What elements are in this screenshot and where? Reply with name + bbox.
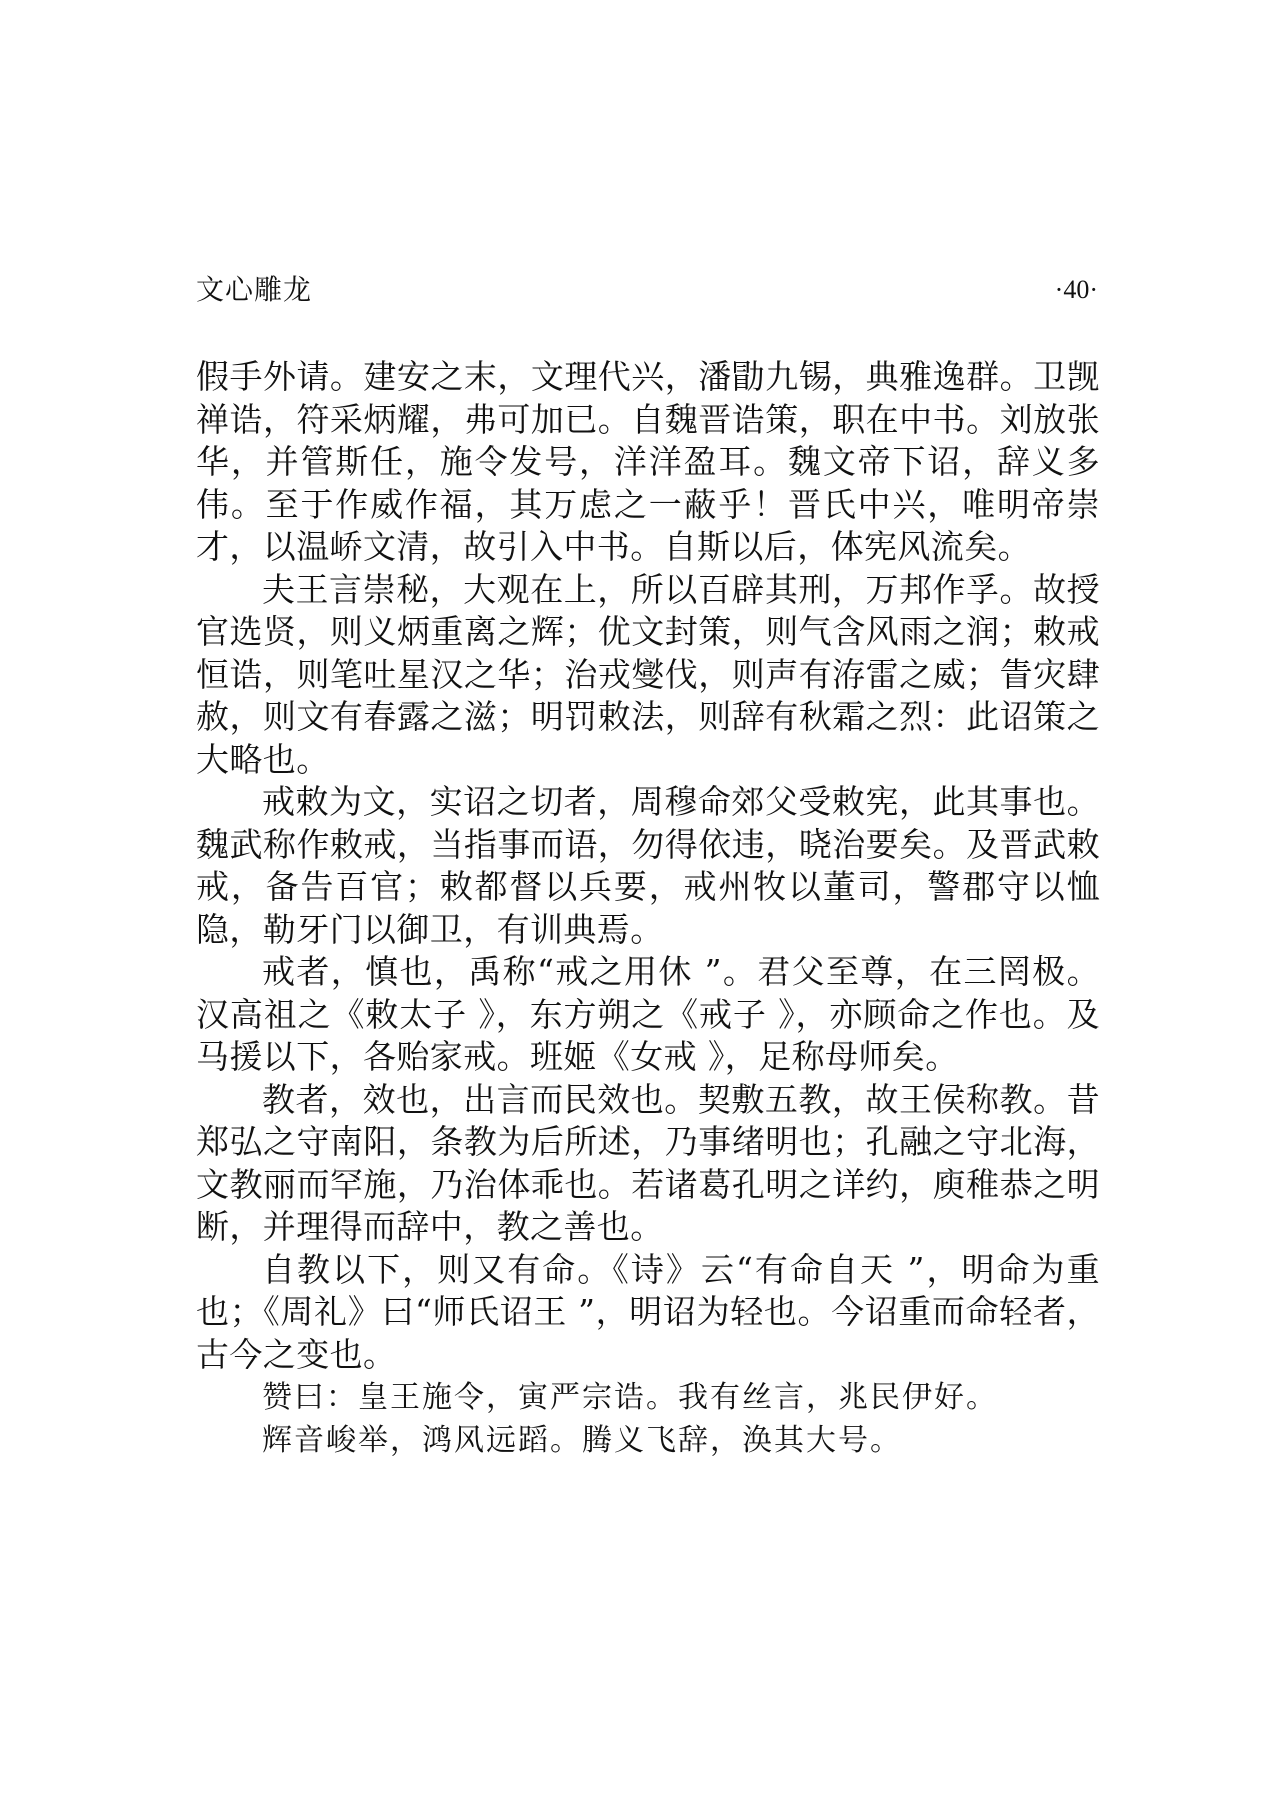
- paragraph-wang-yan: 夫王言崇秘，大观在上，所以百辟其刑，万邦作孚。故授官选贤，则义炳重离之辉；优文封策，则气含风雨之润；敕戒恒诰，则笔吐星汉之华；治戎燮伐，则声有洊雷之威；眚灾肆赦，则文有春露之滋；明罚敕法，则辞有秋霜之烈：此诏策之大略也。: [196, 569, 1100, 779]
- zan-line-2: 辉音峻举，鸿风远蹈。腾义飞辞，涣其大号。: [262, 1423, 902, 1458]
- zan-line-1: 赞曰：皇王施令，寅严宗诰。我有丝言，兆民伊好。: [262, 1380, 998, 1415]
- body-text: [196, 356, 1100, 1462]
- paragraph-jie-chi: 戒敕为文，实诏之切者，周穆命郊父受敕宪，此其事也。魏武称作敕戒，当指事而语，勿得依违，晓治要矣。及晋武敕戒，备告百官；敕都督以兵要，戒州牧以董司，警郡守以恤隐，勒牙门以御卫，有训典焉。: [196, 782, 1100, 949]
- running-header: [196, 270, 1098, 310]
- paragraph-jie-zhe: 戒者，慎也，禹称“戒之用休 ”。君父至尊，在三罔极。汉高祖之《敕太子 》，东方朔之《戒子 》，亦顾命之作也。及马援以下，各贻家戒。班姬《女戒 》，足称母师矣。: [196, 952, 1100, 1076]
- paragraph-jiao-zhe: 教者，效也，出言而民效也。契敷五教，故王侯称教。昔郑弘之守南阳，条教为后所述，乃事绪明也；孔融之守北海，文教丽而罕施，乃治体乖也。若诸葛孔明之详约，庾稚恭之明断，并理得而辞中，教之善也。: [196, 1079, 1100, 1246]
- page-number: ·40·: [1054, 275, 1098, 304]
- book-title: 文心雕龙: [196, 273, 313, 306]
- paragraph-ming: 自教以下，则又有命。《诗》云“有命自天 ”，明命为重也；《周礼》曰“师氏诏王 ”，明诏为轻也。今诏重而命轻者，古今之变也。: [196, 1249, 1100, 1374]
- paragraph-continued: 假手外请。建安之末，文理代兴，潘勖九锡，典雅逸群。卫觊禅诰，符采炳耀，弗可加已。自魏晋诰策，职在中书。刘放张华，并管斯任，施令发号，洋洋盈耳。魏文帝下诏，辞义多伟。至于作威作福，其万虑之一蔽乎！晋氏中兴，唯明帝崇才，以温峤文清，故引入中书。自斯以后，体宪风流矣。: [196, 357, 1100, 566]
